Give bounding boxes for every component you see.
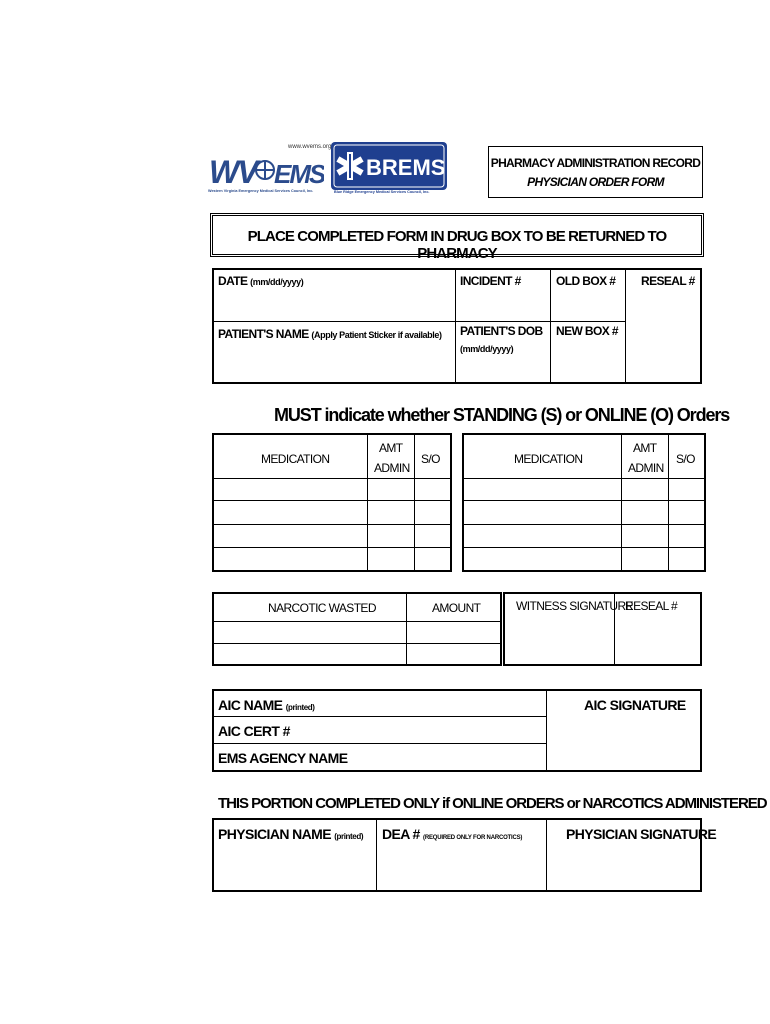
orders-heading: MUST indicate whether STANDING (S) or ONLINE (O) Orders [274,405,730,425]
instruction-banner [210,213,704,262]
date-label: DATE [218,274,248,288]
old-box-field[interactable] [556,274,615,288]
med-col-so-left: S/O [421,452,440,466]
form-subtitle: PHYSICIAN ORDER FORM [527,175,664,189]
med-col-so-right: S/O [676,452,695,466]
aic-cert-field[interactable]: AIC CERT # [218,723,290,739]
patient-dob-field[interactable] [460,324,543,338]
patient-name-hint: (Apply Patient Sticker if available) [311,330,442,340]
wvems-logo [208,144,332,198]
svg-text:BREMS: BREMS [366,155,446,180]
med-col-medication-left: MEDICATION [261,452,330,466]
narcotic-row-1[interactable] [214,622,405,642]
aic-signature-field[interactable] [548,716,700,770]
aic-signature-label: AIC SIGNATURE [584,697,686,713]
svg-text:EMS: EMS [274,159,324,188]
physician-signature-label: PHYSICIAN SIGNATURE [566,826,717,842]
narcotic-row-2[interactable] [214,644,405,664]
medication-row-4-right[interactable] [465,548,620,570]
med-col-amt-left: AMT [379,441,403,455]
medication-row-1-left[interactable] [214,479,366,499]
new-box-label: NEW BOX # [556,324,618,338]
online-orders-heading: THIS PORTION COMPLETED ONLY if ONLINE ORDERS or NARCOTICS ADMINISTERED [218,795,767,812]
patient-name-field[interactable] [218,327,442,341]
old-box-label: OLD BOX # [556,274,616,288]
medication-row-2-left[interactable] [214,501,366,523]
brems-tagline: Blue Ridge Emergency Medical Services Council, Inc. [334,190,430,195]
patient-name-label: PATIENT'S NAME [218,327,309,341]
patient-dob-label: PATIENT'S DOB [460,324,543,338]
brems-logo-mark [330,140,448,192]
date-hint: (mm/dd/yyyy) [250,277,304,287]
medication-row-1-right[interactable] [465,479,620,499]
medication-row-2-right[interactable] [465,501,620,523]
physician-name-hint: (printed) [334,832,364,841]
narcotic-reseal-field[interactable] [615,616,700,664]
witness-signature-label: WITNESS SIGNATURE [516,599,633,613]
reseal-label: RESEAL # [641,274,695,288]
narcotic-amount-label: AMOUNT [432,601,481,615]
narcotic-reseal-label: RESEAL # [625,599,678,613]
instruction-banner-text: PLACE COMPLETED FORM IN DRUG BOX TO BE RETURNED TO PHARMACY [247,228,667,262]
ems-agency-field[interactable]: EMS AGENCY NAME [218,750,348,766]
aic-name-field[interactable] [218,697,315,713]
med-col-admin-right: ADMIN [628,461,664,475]
med-col-amt-right: AMT [633,441,657,455]
wvems-tagline: Western Virginia Emergency Medical Services Council, Inc. [208,189,314,194]
physician-name-field[interactable] [218,826,363,842]
dea-field[interactable] [382,826,522,842]
medication-row-4-left[interactable] [214,548,366,570]
patient-dob-hint: (mm/dd/yyyy) [460,344,514,354]
dea-label: DEA # [382,826,420,842]
wvems-logo-mark [208,152,324,188]
medication-row-3-right[interactable] [465,525,620,546]
aic-name-label: AIC NAME [218,697,283,713]
incident-field[interactable] [460,274,521,288]
new-box-field[interactable] [556,324,618,338]
form-title-box [488,146,703,198]
med-col-medication-right: MEDICATION [514,452,583,466]
witness-signature-field[interactable] [505,616,613,664]
form-title: PHARMACY ADMINISTRATION RECORD [490,156,701,170]
svg-text:WV: WV [209,154,257,188]
narcotic-wasted-label: NARCOTIC WASTED [268,601,376,615]
date-field[interactable] [218,274,303,288]
medication-row-3-left[interactable] [214,525,366,546]
med-col-admin-left: ADMIN [374,461,410,475]
wvems-url: www.wvems.org [288,144,332,150]
reseal-field[interactable] [641,274,695,288]
physician-name-label: PHYSICIAN NAME [218,826,331,842]
aic-name-hint: (printed) [285,703,315,712]
narcotic-amount-2[interactable] [407,644,500,664]
narcotic-amount-1[interactable] [407,622,500,642]
dea-hint: (REQUIRED ONLY FOR NARCOTICS) [423,835,523,841]
incident-label: INCIDENT # [460,274,521,288]
brems-logo [330,140,448,200]
